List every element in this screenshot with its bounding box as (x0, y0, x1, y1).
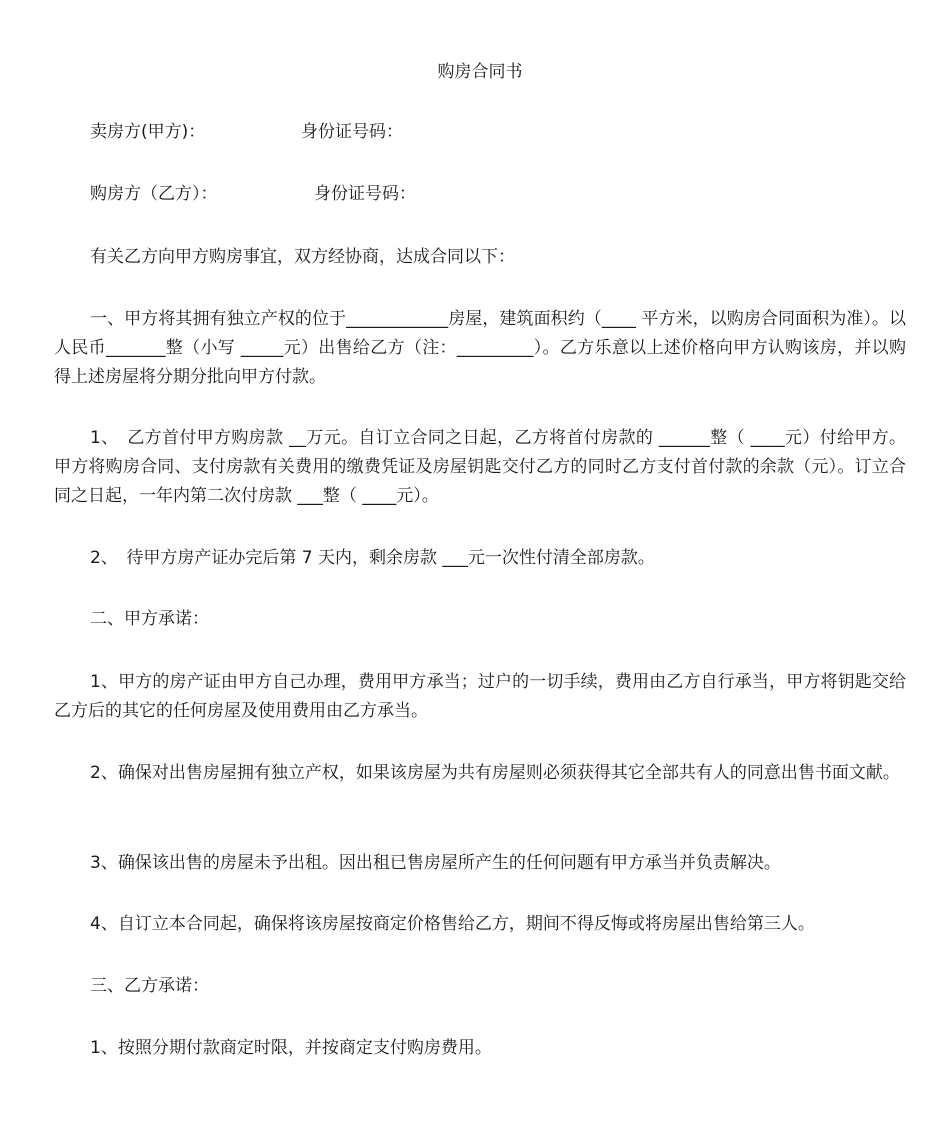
clause-1-item-1: 1、 乙方首付甲方购房款 __万元。自订立合同之日起，乙方将首付房款的 ______整（ ____元）付给甲方。甲方将购房合同、支付房款有关费用的缴费凭证及房屋钥匙交付乙方的同时乙方支付首付款的余款（元）。订立合同之日起，一年内第二次付房款 ___整（ ____元）。 (54, 428, 906, 506)
buyer-id-label: 身份证号码： (314, 184, 416, 204)
clause-1-item-2: 2、 待甲方房产证办完后第 7 天内，剩余房款 ___元一次性付清全部房款。 (90, 548, 655, 568)
document-title: 购房合同书 (437, 62, 523, 82)
clause-3-item-1: 1、按照分期付款商定时限，并按商定支付购房费用。 (90, 1038, 492, 1058)
seller-label: 卖房方(甲方)： (90, 122, 206, 142)
buyer-label: 购房方（乙方）： (90, 184, 218, 204)
clause-1: 一、甲方将其拥有独立产权的位于____________房屋，建筑面积约（____ 平方米，以购房合同面积为准）。以人民币_______整（小写 _____元）出售给乙方（注：_________）。乙方乐意以上述价格向甲方认购该房，并以购得上述房屋将分期分批向甲方付款。 (54, 309, 906, 387)
clause-2-item-1: 1、甲方的房产证由甲方自己办理，费用甲方承当；过户的一切手续，费用由乙方自行承当，甲方将钥匙交给乙方后的其它的任何房屋及使用费用由乙方承当。 (54, 672, 906, 721)
clause-2-item-4: 4、自订立本合同起，确保将该房屋按商定价格售给乙方，期间不得反悔或将房屋出售给第三人。 (90, 914, 815, 934)
intro-paragraph: 有关乙方向甲方购房事宜，双方经协商，达成合同以下： (90, 247, 515, 267)
clause-3-title: 三、乙方承诺： (90, 976, 209, 996)
buyer-line (90, 182, 416, 206)
seller-id-label: 身份证号码： (301, 122, 403, 142)
seller-line (90, 120, 403, 144)
clause-2-title: 二、甲方承诺： (90, 609, 209, 629)
clause-2-item-2: 2、确保对出售房屋拥有独立产权，如果该房屋为共有房屋则必须获得其它全部共有人的同意出售书面文献。 (90, 763, 900, 783)
clause-2-item-3: 3、确保该出售的房屋未予出租。因出租已售房屋所产生的任何问题有甲方承当并负责解决。 (90, 853, 781, 873)
